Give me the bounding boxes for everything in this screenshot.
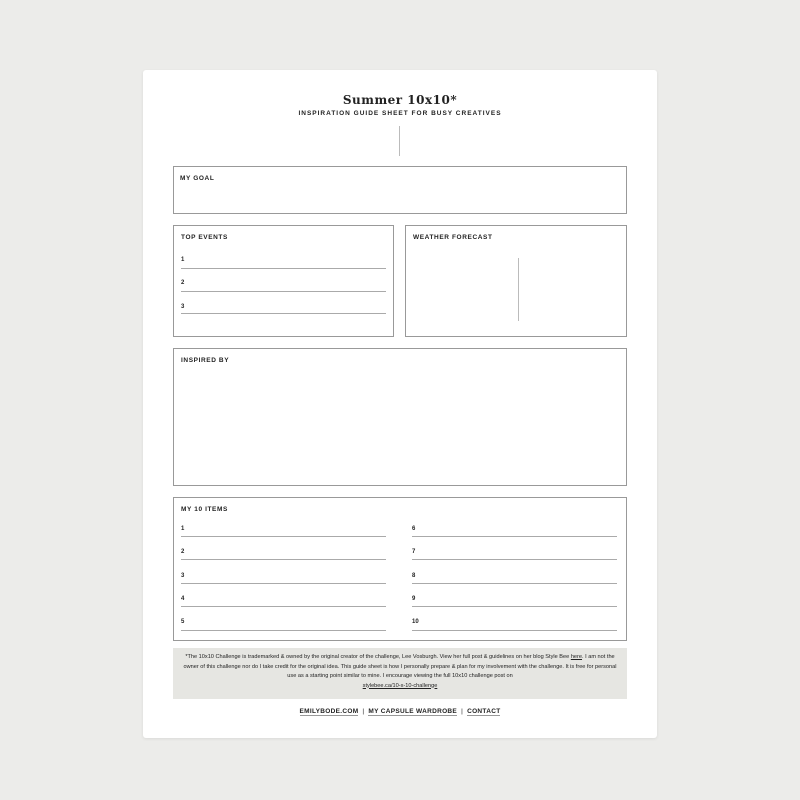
item-number: 7: [412, 549, 416, 555]
item-number: 6: [412, 526, 416, 532]
item-number: 5: [181, 619, 185, 625]
separator: |: [362, 708, 365, 715]
capsule-wardrobe-link[interactable]: MY CAPSULE WARDROBE: [368, 708, 458, 715]
note-text: *The 10x10 Challenge is trademarked & owned by the original creator of the challenge, Lee Vosburgh. View her full post & guidelines on her blog Style Bee: [185, 654, 571, 660]
items-label: MY 10 ITEMS: [181, 506, 228, 513]
style-bee-link[interactable]: here: [570, 654, 583, 660]
contact-link[interactable]: CONTACT: [467, 708, 501, 715]
page-title: Summer 10x10*: [342, 93, 458, 107]
weather-divider: [518, 258, 519, 321]
divider: [399, 126, 400, 156]
item-number: 3: [181, 573, 185, 579]
item-line[interactable]: [181, 630, 386, 631]
note-text: . I am not the owner of this challenge nor do I take credit for the original idea. This guide sheet is how I personally prepare & plan for my involvement with the challenge. It is free for personal use as a starting point similar to mine. I encourage viewing the full 10x10 challenge post on: [183, 654, 617, 679]
event-line[interactable]: [181, 291, 386, 292]
goal-label: MY GOAL: [180, 175, 215, 182]
item-number: 9: [412, 596, 416, 602]
item-line[interactable]: [412, 583, 617, 584]
emilybode-link[interactable]: EMILYBODE.COM: [299, 708, 359, 715]
item-number: 10: [412, 619, 419, 625]
item-line[interactable]: [181, 583, 386, 584]
item-line[interactable]: [412, 559, 617, 560]
event-number: 3: [181, 304, 185, 310]
item-line[interactable]: [412, 606, 617, 607]
separator: |: [461, 708, 464, 715]
item-line[interactable]: [181, 559, 386, 560]
item-number: 1: [181, 526, 185, 532]
item-number: 2: [181, 549, 185, 555]
item-number: 8: [412, 573, 416, 579]
footer-links: [0, 708, 800, 715]
item-line[interactable]: [181, 606, 386, 607]
event-line[interactable]: [181, 268, 386, 269]
page-subtitle: INSPIRATION GUIDE SHEET FOR BUSY CREATIVES: [298, 110, 502, 117]
inspired-label: INSPIRED BY: [181, 357, 230, 364]
item-line[interactable]: [181, 536, 386, 537]
event-number: 1: [181, 257, 185, 263]
weather-label: WEATHER FORECAST: [413, 234, 493, 241]
item-number: 4: [181, 596, 185, 602]
item-line[interactable]: [412, 630, 617, 631]
item-line[interactable]: [412, 536, 617, 537]
challenge-post-link[interactable]: stylebee.ca/10-x-10-challenge: [362, 682, 438, 689]
event-number: 2: [181, 280, 185, 286]
items-box: [173, 497, 627, 641]
inspired-box[interactable]: [173, 348, 627, 486]
top-events-label: TOP EVENTS: [181, 234, 228, 241]
weather-box[interactable]: [405, 225, 627, 337]
disclaimer-note: [173, 648, 627, 699]
event-line[interactable]: [181, 313, 386, 314]
top-events-box[interactable]: [173, 225, 394, 337]
goal-box[interactable]: [173, 166, 627, 214]
